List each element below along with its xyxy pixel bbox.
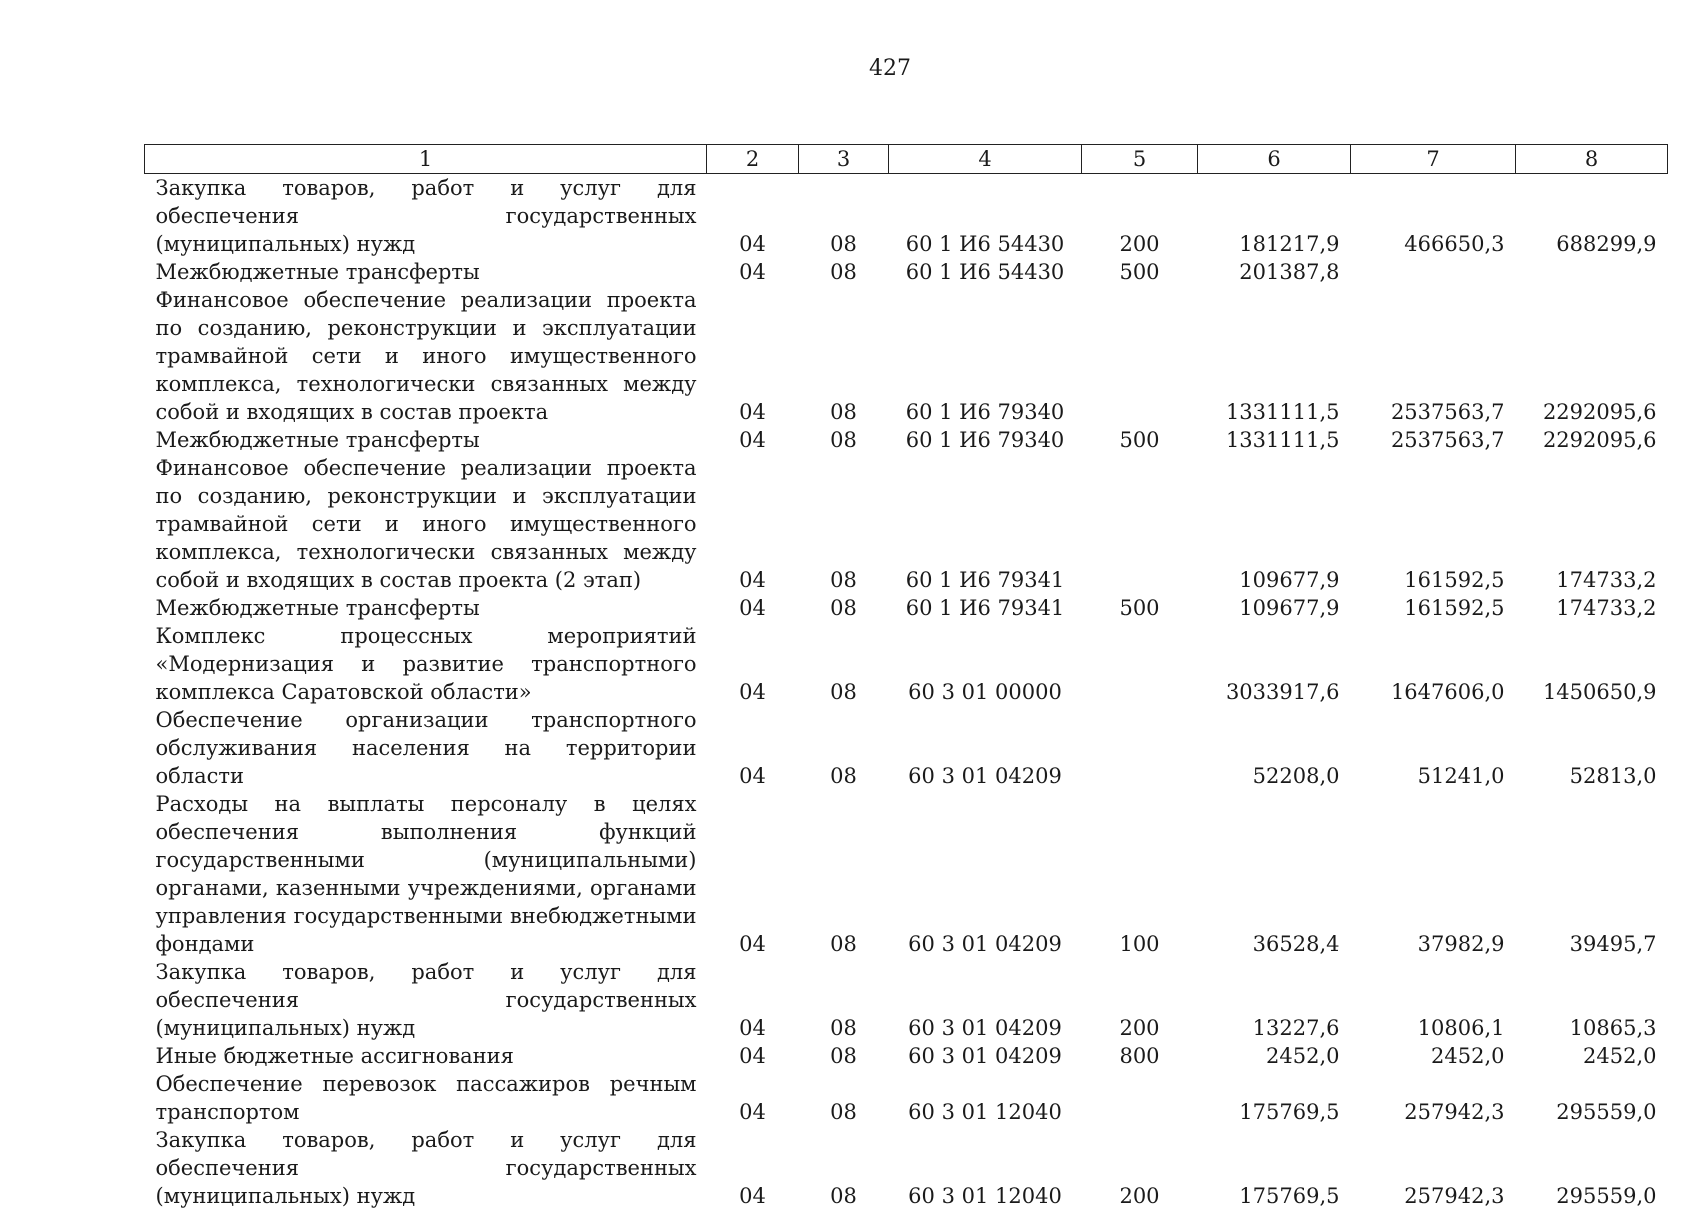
row-name: Межбюджетные трансферты: [145, 594, 707, 622]
row-name: Иные бюджетные ассигнования: [145, 1042, 707, 1070]
table-row: [145, 426, 1668, 454]
header-cell-1: 1: [145, 145, 707, 174]
table-row: [145, 594, 1668, 622]
row-target-article: 60 3 01 12040: [889, 1070, 1082, 1126]
row-subsection: 08: [799, 790, 889, 958]
row-expense-type: [1082, 706, 1198, 790]
row-amount-col7: 161592,5: [1351, 454, 1516, 594]
row-amount-col6: 1331111,5: [1198, 286, 1351, 426]
row-amount-col6: 109677,9: [1198, 594, 1351, 622]
header-cell-7: 7: [1351, 145, 1516, 174]
table-body: [145, 174, 1668, 1210]
row-subsection: 08: [799, 622, 889, 706]
table-row: [145, 1070, 1668, 1126]
row-subsection: 08: [799, 454, 889, 594]
row-target-article: 60 1 И6 79341: [889, 594, 1082, 622]
row-name: Расходы на выплаты персоналу в целях обеспечения выполнения функций государственными (муниципальными) органами, казенными учреждениями, органами управления государственными внебюджетными фондами: [145, 790, 707, 958]
row-amount-col6: 201387,8: [1198, 258, 1351, 286]
row-target-article: 60 3 01 04209: [889, 706, 1082, 790]
row-name: Закупка товаров, работ и услуг для обеспечения государственных (муниципальных) нужд: [145, 174, 707, 259]
row-target-article: 60 3 01 04209: [889, 958, 1082, 1042]
table-row: [145, 454, 1668, 594]
row-subsection: 08: [799, 258, 889, 286]
row-name: Обеспечение перевозок пассажиров речным транспортом: [145, 1070, 707, 1126]
row-expense-type: [1082, 286, 1198, 426]
row-amount-col8: 688299,9: [1516, 174, 1668, 259]
table-row: [145, 622, 1668, 706]
table-row: [145, 958, 1668, 1042]
row-amount-col7: 466650,3: [1351, 174, 1516, 259]
header-row: [145, 145, 1668, 174]
row-amount-col6: 1331111,5: [1198, 426, 1351, 454]
row-amount-col6: 36528,4: [1198, 790, 1351, 958]
row-amount-col6: 52208,0: [1198, 706, 1351, 790]
row-section: 04: [707, 594, 799, 622]
row-amount-col7: 257942,3: [1351, 1070, 1516, 1126]
row-amount-col8: 10865,3: [1516, 958, 1668, 1042]
row-amount-col7: [1351, 258, 1516, 286]
row-amount-col6: 2452,0: [1198, 1042, 1351, 1070]
row-section: 04: [707, 1042, 799, 1070]
row-expense-type: [1082, 622, 1198, 706]
row-subsection: 08: [799, 1070, 889, 1126]
header-cell-8: 8: [1516, 145, 1668, 174]
row-amount-col7: 2537563,7: [1351, 426, 1516, 454]
row-expense-type: 200: [1082, 958, 1198, 1042]
row-amount-col8: 295559,0: [1516, 1070, 1668, 1126]
row-subsection: 08: [799, 706, 889, 790]
row-amount-col8: 2292095,6: [1516, 286, 1668, 426]
row-expense-type: 500: [1082, 426, 1198, 454]
row-amount-col8: 2452,0: [1516, 1042, 1668, 1070]
row-section: 04: [707, 790, 799, 958]
row-section: 04: [707, 258, 799, 286]
row-name: Финансовое обеспечение реализации проекта по созданию, реконструкции и эксплуатации трамвайной сети и иного имущественного комплекса, технологически связанных между собой и входящих в состав проекта (2 этап): [145, 454, 707, 594]
row-target-article: 60 1 И6 79341: [889, 454, 1082, 594]
row-amount-col8: 295559,0: [1516, 1126, 1668, 1210]
row-amount-col8: [1516, 258, 1668, 286]
table-row: [145, 174, 1668, 259]
row-amount-col8: 174733,2: [1516, 594, 1668, 622]
row-amount-col7: 51241,0: [1351, 706, 1516, 790]
row-amount-col8: 1450650,9: [1516, 622, 1668, 706]
table-row: [145, 1042, 1668, 1070]
row-amount-col7: 1647606,0: [1351, 622, 1516, 706]
row-expense-type: 200: [1082, 1126, 1198, 1210]
row-amount-col8: 39495,7: [1516, 790, 1668, 958]
header-cell-3: 3: [799, 145, 889, 174]
table-row: [145, 1126, 1668, 1210]
row-section: 04: [707, 1070, 799, 1126]
row-name: Закупка товаров, работ и услуг для обеспечения государственных (муниципальных) нужд: [145, 1126, 707, 1210]
row-section: 04: [707, 622, 799, 706]
table-row: [145, 258, 1668, 286]
row-amount-col6: 109677,9: [1198, 454, 1351, 594]
row-section: 04: [707, 426, 799, 454]
row-expense-type: 800: [1082, 1042, 1198, 1070]
row-section: 04: [707, 706, 799, 790]
row-target-article: 60 1 И6 79340: [889, 286, 1082, 426]
row-target-article: 60 1 И6 54430: [889, 174, 1082, 259]
row-section: 04: [707, 454, 799, 594]
row-amount-col8: 2292095,6: [1516, 426, 1668, 454]
table-row: [145, 286, 1668, 426]
row-amount-col7: 10806,1: [1351, 958, 1516, 1042]
row-expense-type: 200: [1082, 174, 1198, 259]
row-target-article: 60 3 01 04209: [889, 1042, 1082, 1070]
row-subsection: 08: [799, 286, 889, 426]
row-section: 04: [707, 174, 799, 259]
table-header: [145, 145, 1668, 174]
header-cell-5: 5: [1082, 145, 1198, 174]
row-subsection: 08: [799, 426, 889, 454]
row-subsection: 08: [799, 1126, 889, 1210]
row-amount-col7: 37982,9: [1351, 790, 1516, 958]
table-row: [145, 790, 1668, 958]
row-target-article: 60 1 И6 54430: [889, 258, 1082, 286]
row-target-article: 60 1 И6 79340: [889, 426, 1082, 454]
row-amount-col6: 175769,5: [1198, 1126, 1351, 1210]
table-row: [145, 706, 1668, 790]
row-name: Межбюджетные трансферты: [145, 258, 707, 286]
row-amount-col8: 174733,2: [1516, 454, 1668, 594]
row-target-article: 60 3 01 00000: [889, 622, 1082, 706]
row-expense-type: [1082, 454, 1198, 594]
row-subsection: 08: [799, 594, 889, 622]
row-section: 04: [707, 286, 799, 426]
row-subsection: 08: [799, 1042, 889, 1070]
row-subsection: 08: [799, 958, 889, 1042]
row-amount-col6: 3033917,6: [1198, 622, 1351, 706]
row-name: Обеспечение организации транспортного обслуживания населения на территории области: [145, 706, 707, 790]
row-section: 04: [707, 958, 799, 1042]
budget-table: [144, 144, 1668, 1210]
row-amount-col7: 2537563,7: [1351, 286, 1516, 426]
header-cell-2: 2: [707, 145, 799, 174]
row-subsection: 08: [799, 174, 889, 259]
row-amount-col6: 13227,6: [1198, 958, 1351, 1042]
row-name: Комплекс процессных мероприятий «Модернизация и развитие транспортного комплекса Саратовской области»: [145, 622, 707, 706]
row-amount-col7: 161592,5: [1351, 594, 1516, 622]
header-cell-4: 4: [889, 145, 1082, 174]
row-amount-col7: 2452,0: [1351, 1042, 1516, 1070]
row-target-article: 60 3 01 12040: [889, 1126, 1082, 1210]
row-expense-type: 100: [1082, 790, 1198, 958]
row-name: Закупка товаров, работ и услуг для обеспечения государственных (муниципальных) нужд: [145, 958, 707, 1042]
row-amount-col6: 181217,9: [1198, 174, 1351, 259]
row-name: Финансовое обеспечение реализации проекта по созданию, реконструкции и эксплуатации трамвайной сети и иного имущественного комплекса, технологически связанных между собой и входящих в состав проекта: [145, 286, 707, 426]
row-expense-type: 500: [1082, 258, 1198, 286]
header-cell-6: 6: [1198, 145, 1351, 174]
row-expense-type: [1082, 1070, 1198, 1126]
row-name: Межбюджетные трансферты: [145, 426, 707, 454]
row-amount-col8: 52813,0: [1516, 706, 1668, 790]
row-section: 04: [707, 1126, 799, 1210]
row-amount-col6: 175769,5: [1198, 1070, 1351, 1126]
row-amount-col7: 257942,3: [1351, 1126, 1516, 1210]
row-expense-type: 500: [1082, 594, 1198, 622]
page-number: 427: [0, 56, 1697, 81]
row-target-article: 60 3 01 04209: [889, 790, 1082, 958]
